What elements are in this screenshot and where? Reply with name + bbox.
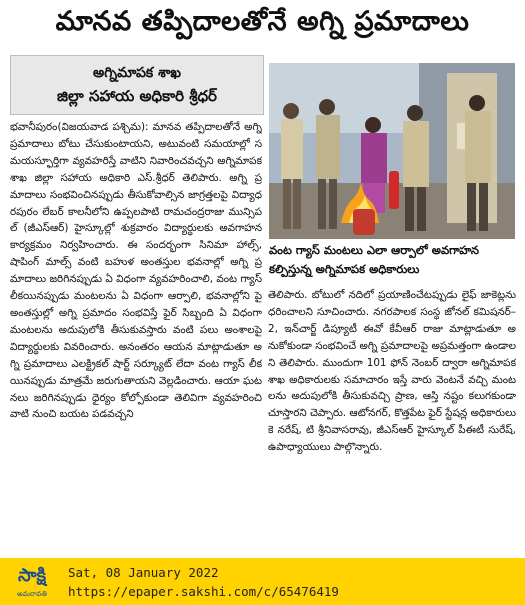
- subheadline-box: [10, 55, 264, 115]
- sakshi-logo: [6, 564, 58, 600]
- article-body-left-column: భవానీపురం(విజయవాడ పశ్చిమ): మానవ తప్పిదాలతోనే అగ్ని ప్రమాదాలు బోటు చేసుకుంటాయని, అటువంటి సమయాల్లో సమయస్ఫూర్తిగా వ్యవహరిస్తే వాటిని నివారించవచ్చని అగ్నిమాపక శాఖ జిల్లా సహాయ అధికారి ఎస్.శ్రీధర్ తెలిపారు. అగ్ని ప్రమాదాలు సంభవించినప్పుడు తీసుకోవాల్సిన జాగ్రత్తలపై విద్యాధరపురం లేబర్ కాలనీలోని ఉప్పలపాటి రామచంద్రరాజు మున్సిపల్ (జీఎస్ఆర్) హైస్కూల్లో శుక్రవారం విద్యార్థులకు అవగాహన కార్యక్రమం నిర్వహించారు. ఈ సందర్భంగా సినిమా హాల్స్, షాపింగ్ మాల్స్ వంటి బహుళ అంతస్తుల భవనాల్లో అగ్ని ప్రమాదాలు జరిగినప్పుడు ఏ విధంగా వ్యవహరించాలి, వంట గ్యాస్ లీకయినప్పుడు మంటలను ఏ విధంగా ఆర్పాలి, భవనాల్లోని పై అంతస్తుల్లో అగ్ని ప్రమాదం సంభవిస్తే ఫైర్ సిబ్బంది ఏ విధంగా మంటలను అదుపులోకి తీసుకువస్తారు వంటి పలు అంశాలపై విద్యార్థులకు వివరించారు. అనంతరం ఆయన మాట్లాడుతూ అగ్ని ప్రమాదాలు ఎలక్ట్రికల్ షార్ట్ సర్క్యూట్ లేదా వంట గ్యాస్ లీకయినప్పుడు మాత్రమే జరుగుతాయని వెల్లడించారు. ఆయా ఘటనలు జరిగినప్పుడు ధైర్యం కోల్పోకుండా తెలివిగా వ్యవహరించి వాటి నుంచి బయట పడవచ్చని: [10, 121, 262, 421]
- subheadline-official: జిల్లా సహాయ అధికారి శ్రీధర్: [57, 87, 217, 105]
- footer-bar: [0, 558, 525, 605]
- logo-subtext: అమరావతి: [17, 590, 47, 598]
- photo-caption: వంట గ్యాస్ మంటలు ఎలా ఆర్పాలో అవగాహన కల్పిస్తున్న అగ్నిమాపక అధికారులు: [269, 243, 479, 276]
- subheadline-department: అగ్నిమాపక శాఖ: [93, 65, 181, 81]
- headline: మానవ తప్పిదాలతోనే అగ్ని ప్రమాదాలు: [55, 6, 470, 37]
- article-body-right-column: తెలిపారు. బోటులో నదిలో ప్రయాణించేటప్పుడు లైఫ్ జాకెట్లను ధరించాలని సూచించారు. నగరపాలక సంస్థ జోనల్ కమిషనర్–2, ఇన్‌చార్జ్ డిప్యూటీ ఈవో కేవీఆర్ రాజు మాట్లాడుతూ అనుకోకుండా సంభవించే అగ్ని ప్రమాదాలపై అప్రమత్తంగా ఉండాలని తెలిపారు. ముందుగా 101 ఫోన్ నెంబర్ ద్వారా అగ్నిమాపక శాఖ అధికారులకు సమాచారం ఇస్తే వారు వెంటనే వచ్చి మంటలను అదుపులోకి తీసుకువచ్చి ప్రాణ, ఆస్తి నష్టం కలుగకుండా చూస్తారని చెప్పారు. ఆటోనగర్, కొత్తపేట ఫైర్ స్టేషన్ల అధికారులు కె నరేష్, టి శ్రీనివాసరావు, జీఎస్ఆర్ హైస్కూల్ పీఈటీ సురేష్, ఉపాధ్యాయులు పాల్గొన్నారు.: [268, 289, 516, 454]
- publication-date: Sat, 08 January 2022: [68, 565, 219, 580]
- news-photo: [269, 63, 515, 239]
- logo-text: సాక్షి: [18, 565, 46, 586]
- source-url[interactable]: https://epaper.sakshi.com/c/65476419: [68, 584, 339, 599]
